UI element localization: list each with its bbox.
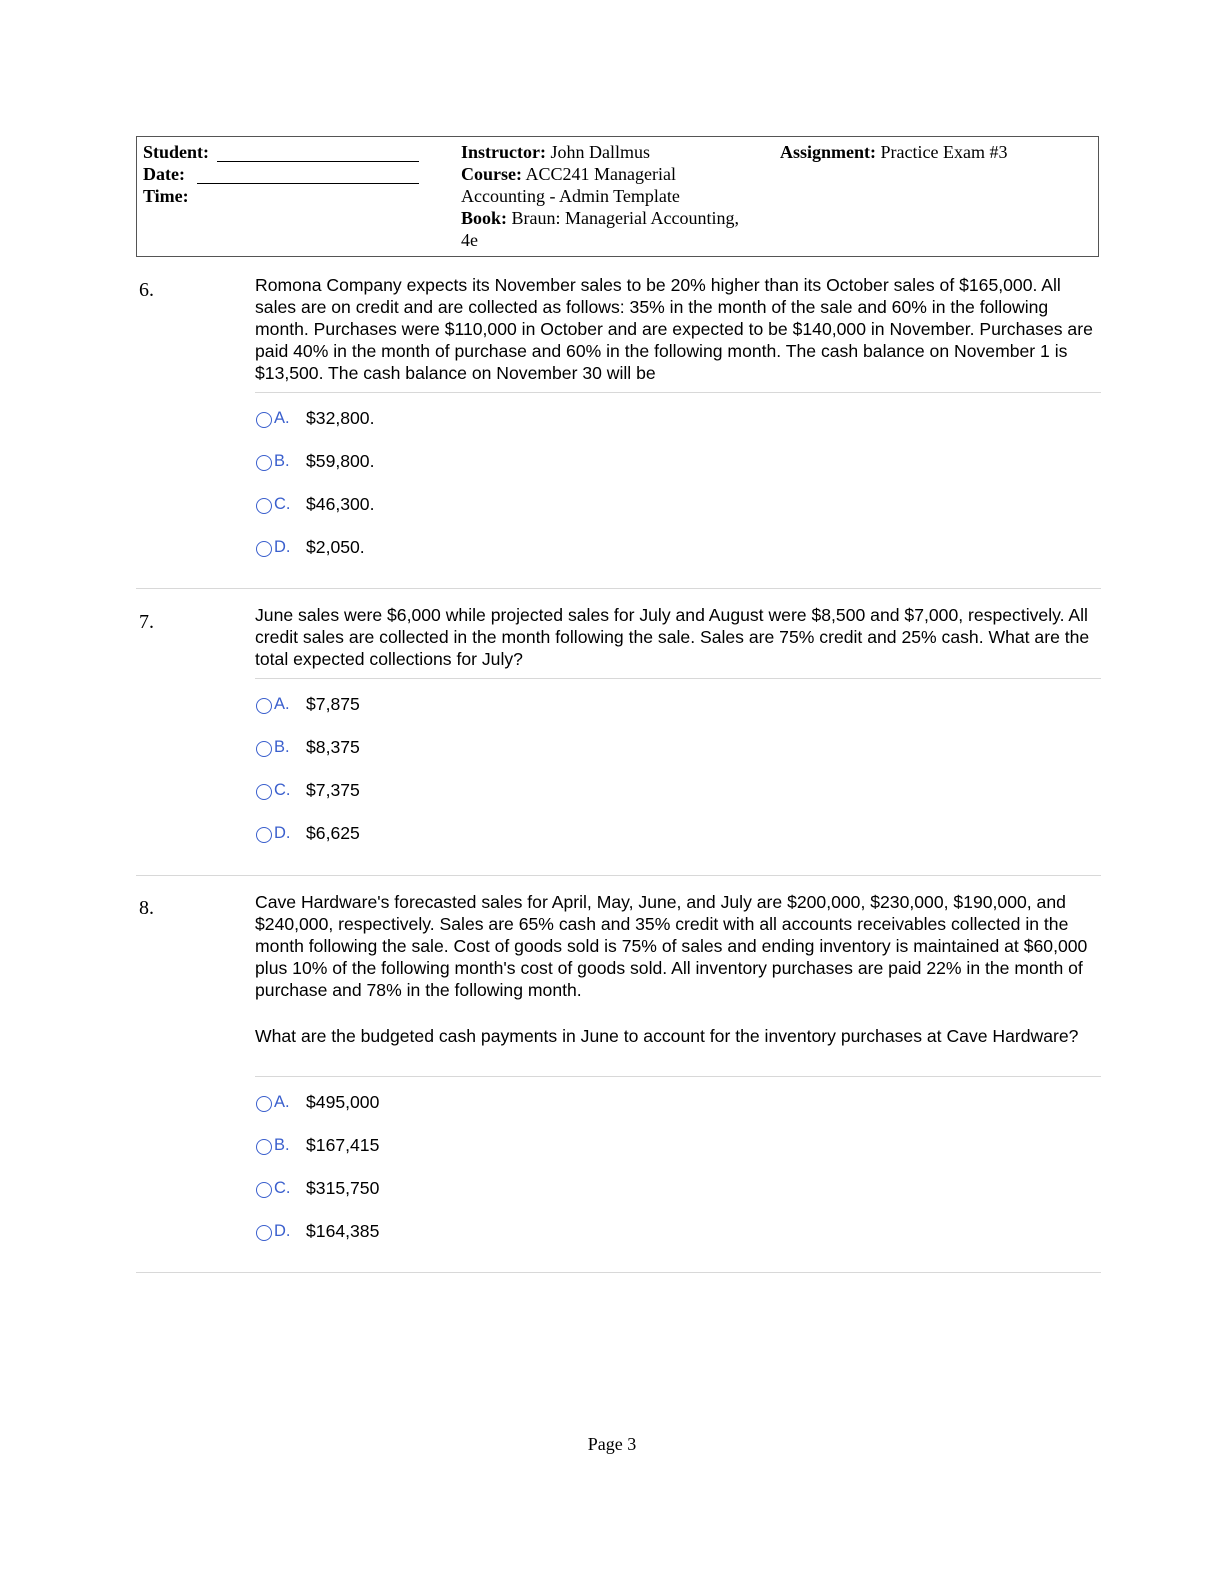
answer-option-c[interactable]: [256, 778, 360, 802]
instructor-row: [461, 141, 650, 163]
answer-option-d[interactable]: [256, 821, 360, 845]
answer-option-a[interactable]: [256, 406, 375, 430]
question-text: Cave Hardware's forecasted sales for April, May, June, and July are $200,000, $230,000, $190,000, and $240,000, respectively. Sales are 65% cash and 35% credit with all accounts receivables collected in the month following the sale. Cost of goods sold is 75% of sales and ending inventory is maintained at $60,000 plus 10% of the following month's cost of goods sold. All inventory purchases are paid 22% in the month of purchase and 78% in the following month.: [255, 892, 1088, 1000]
assignment-row: [780, 141, 1007, 163]
option-value: $164,385: [306, 1220, 380, 1241]
option-value: $7,875: [306, 693, 360, 714]
option-value: $46,300.: [306, 493, 375, 514]
time-row: [143, 185, 189, 207]
answer-option-b[interactable]: [256, 1133, 379, 1157]
course-row-cont: [461, 185, 680, 207]
student-row: [143, 141, 209, 163]
option-value: $167,415: [306, 1134, 380, 1155]
question-divider: [136, 1272, 1101, 1273]
answer-option-c[interactable]: [256, 1176, 379, 1200]
option-letter: D.: [274, 1221, 291, 1240]
option-letter: D.: [274, 823, 291, 842]
radio-button-icon[interactable]: [256, 1182, 272, 1198]
course-label: Course:: [461, 164, 522, 184]
time-label: Time:: [143, 186, 189, 206]
option-letter: D.: [274, 537, 291, 556]
option-letter: B.: [274, 1135, 290, 1154]
radio-button-icon[interactable]: [256, 498, 272, 514]
book-label: Book:: [461, 208, 508, 228]
course-row: [461, 163, 676, 185]
book-value-cont: 4e: [461, 230, 478, 250]
answer-option-a[interactable]: [256, 692, 360, 716]
radio-button-icon[interactable]: [256, 741, 272, 757]
page-number: Page 3: [587, 1434, 637, 1454]
answer-option-d[interactable]: [256, 535, 365, 559]
date-blank[interactable]: [197, 183, 419, 184]
assignment-label: Assignment:: [780, 142, 877, 162]
question-prompt: What are the budgeted cash payments in June to account for the inventory purchases at Cave Hardware?: [255, 1026, 1079, 1046]
divider: [255, 392, 1101, 393]
course-value-cont: Accounting - Admin Template: [461, 186, 680, 206]
instructor-value: John Dallmus: [550, 142, 650, 162]
answer-option-b[interactable]: [256, 735, 360, 759]
question-text: Romona Company expects its November sales to be 20% higher than its October sales of $165,000. All sales are on credit and are collected as follows: 35% in the month of the sale and 60% in the following month. Purchases were $110,000 in October and are expected to be $140,000 in November. Purchases are paid 40% in the month of purchase and 60% in the following month. The cash balance on November 1 is $13,500. The cash balance on November 30 will be: [255, 275, 1093, 383]
option-value: $2,050.: [306, 536, 365, 557]
option-value: $32,800.: [306, 407, 375, 428]
option-letter: A.: [274, 408, 290, 427]
option-letter: C.: [274, 1178, 291, 1197]
assignment-header: [136, 136, 1099, 257]
question-number: 6.: [139, 279, 154, 301]
instructor-label: Instructor:: [461, 142, 546, 162]
radio-button-icon[interactable]: [256, 698, 272, 714]
option-value: $8,375: [306, 736, 360, 757]
option-letter: C.: [274, 494, 291, 513]
radio-button-icon[interactable]: [256, 784, 272, 800]
radio-button-icon[interactable]: [256, 541, 272, 557]
option-letter: A.: [274, 694, 290, 713]
date-label: Date:: [143, 164, 185, 184]
radio-button-icon[interactable]: [256, 412, 272, 428]
answer-option-b[interactable]: [256, 449, 375, 473]
student-label: Student:: [143, 142, 210, 162]
date-row: [143, 163, 185, 185]
option-value: $7,375: [306, 779, 360, 800]
divider: [255, 1076, 1101, 1077]
answer-option-d[interactable]: [256, 1219, 379, 1243]
radio-button-icon[interactable]: [256, 1096, 272, 1112]
question-number: 7.: [139, 611, 154, 633]
option-letter: C.: [274, 780, 291, 799]
answer-option-c[interactable]: [256, 492, 375, 516]
divider: [255, 678, 1101, 679]
radio-button-icon[interactable]: [256, 827, 272, 843]
option-letter: A.: [274, 1092, 290, 1111]
book-row-cont: [461, 229, 478, 251]
radio-button-icon[interactable]: [256, 1225, 272, 1241]
course-value: ACC241 Managerial: [525, 164, 676, 184]
option-value: $6,625: [306, 822, 360, 843]
question-text: June sales were $6,000 while projected sales for July and August were $8,500 and $7,000, respectively. All credit sales are collected in the month following the sale. Sales are 75% credit and 25% cash. What are the total expected collections for July?: [255, 605, 1090, 669]
assignment-value: Practice Exam #3: [880, 142, 1008, 162]
book-value: Braun: Managerial Accounting,: [511, 208, 739, 228]
option-letter: B.: [274, 737, 290, 756]
answer-option-a[interactable]: [256, 1090, 379, 1114]
student-name-blank[interactable]: [217, 161, 419, 162]
option-value: $495,000: [306, 1091, 380, 1112]
question-number: 8.: [139, 897, 154, 919]
option-letter: B.: [274, 451, 290, 470]
question-divider: [136, 588, 1101, 589]
question-divider: [136, 875, 1101, 876]
radio-button-icon[interactable]: [256, 1139, 272, 1155]
option-value: $59,800.: [306, 450, 375, 471]
book-row: [461, 207, 739, 229]
option-value: $315,750: [306, 1177, 380, 1198]
radio-button-icon[interactable]: [256, 455, 272, 471]
